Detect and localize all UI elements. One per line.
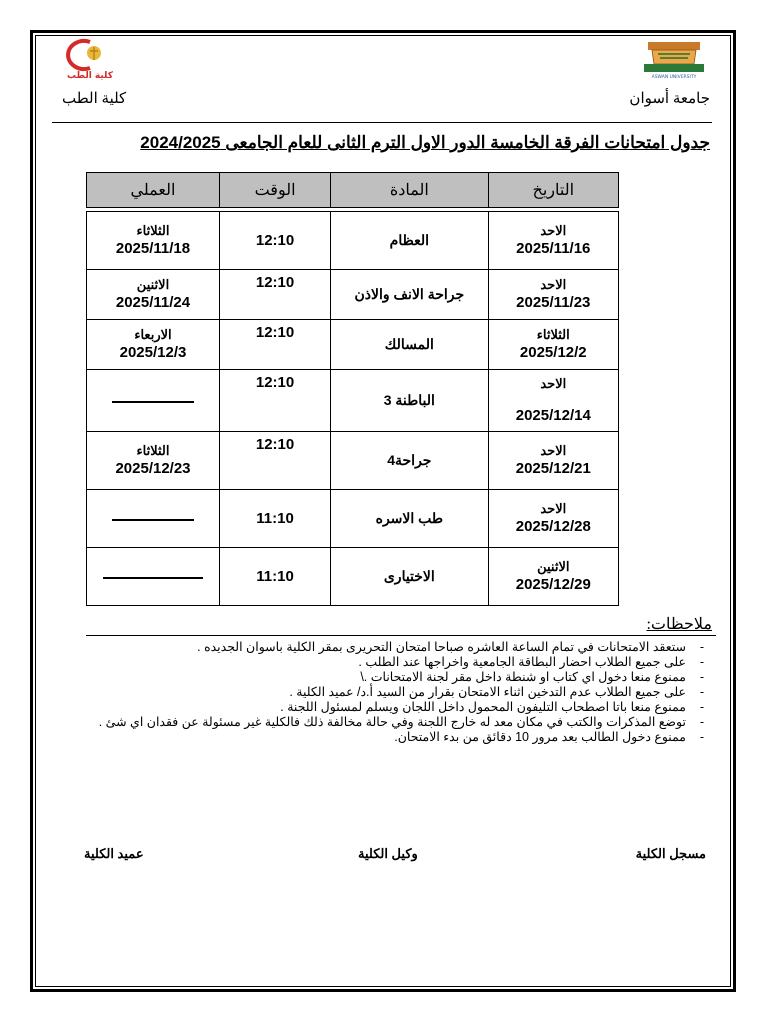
date-cell: الثلاثاء 2025/12/2 bbox=[488, 320, 618, 370]
logo-left-caption: كلية الطب bbox=[67, 71, 113, 80]
university-name: جامعة أسوان bbox=[629, 91, 710, 107]
list-item: - ممنوع دخول الطالب بعد مرور 10 دقائق من بدء الامتحان. bbox=[62, 730, 708, 745]
date-cell: الاحد 2025/12/21 bbox=[488, 432, 618, 490]
practical-cell bbox=[87, 490, 220, 548]
time-cell: 11:10 bbox=[220, 490, 331, 548]
time-cell: 11:10 bbox=[220, 548, 331, 606]
table-row bbox=[87, 320, 619, 370]
time-cell: 12:10 bbox=[220, 270, 331, 320]
empty-dash bbox=[103, 577, 203, 579]
table-row bbox=[87, 490, 619, 548]
table-row bbox=[87, 548, 619, 606]
list-item: - توضع المذكرات والكتب في مكان معد له خارج اللجنة وفي حالة مخالفة ذلك فالكلية غير مسئولة عن فقدان اي شئ . bbox=[62, 715, 708, 730]
table-header-row bbox=[87, 173, 619, 208]
practical-cell bbox=[87, 548, 220, 606]
table-row bbox=[87, 212, 619, 270]
header-divider bbox=[52, 122, 712, 123]
page-title: جدول امتحانات الفرقة الخامسة الدور الاول الترم الثانى للعام الجامعى 2024/2025 bbox=[140, 133, 710, 152]
practical-cell bbox=[87, 370, 220, 432]
header-subject: المادة bbox=[331, 173, 488, 208]
time-cell: 12:10 bbox=[220, 212, 331, 270]
subject-cell: جراحة4 bbox=[331, 432, 488, 490]
subject-cell: المسالك bbox=[331, 320, 488, 370]
list-item: - ممنوع منعا باتا اصطحاب التليفون المحمول داخل اللجان ويسلم لمسئول اللجنة . bbox=[62, 700, 708, 715]
practical-cell: الثلاثاء 2025/11/18 bbox=[87, 212, 220, 270]
list-item: - ممنوع منعا دخول اي كتاب او شنطة داخل مقر لجنة الامتحانات .\ bbox=[62, 670, 708, 685]
table-row bbox=[87, 270, 619, 320]
table-row bbox=[87, 432, 619, 490]
subject-cell: طب الاسره bbox=[331, 490, 488, 548]
date-cell: الاثنين 2025/12/29 bbox=[488, 548, 618, 606]
subject-cell: جراحة الانف والاذن bbox=[331, 270, 488, 320]
signature-registrar: مسجل الكلية bbox=[635, 846, 706, 861]
signature-vice-dean: وكيل الكلية bbox=[358, 846, 418, 861]
header-time: الوقت bbox=[220, 173, 331, 208]
practical-cell: الثلاثاء 2025/12/23 bbox=[87, 432, 220, 490]
list-item: - على جميع الطلاب عدم التدخين اثناء الامتحان بقرار من السيد أ.د/ عميد الكلية . bbox=[62, 685, 708, 700]
header-date: التاريخ bbox=[488, 173, 618, 208]
list-item: - ستعقد الامتحانات في تمام الساعة العاشره صباحا امتحان التحريرى بمقر الكلية باسوان الجديده . bbox=[62, 640, 708, 655]
list-item: - على جميع الطلاب احضار البطاقة الجامعية واخراجها عند الطلب . bbox=[62, 655, 708, 670]
notes-list bbox=[62, 640, 708, 745]
time-cell: 12:10 bbox=[220, 320, 331, 370]
date-cell: الاحد 2025/11/16 bbox=[488, 212, 618, 270]
header-practical: العملي bbox=[87, 173, 220, 208]
subject-cell: الاختيارى bbox=[331, 548, 488, 606]
time-cell: 12:10 bbox=[220, 370, 331, 432]
date-cell: الاحد 2025/12/14 bbox=[488, 370, 618, 432]
aswan-university-logo bbox=[638, 40, 710, 80]
subject-cell: الباطنة 3 bbox=[331, 370, 488, 432]
exam-schedule-table bbox=[86, 172, 619, 606]
date-cell: الاحد 2025/12/28 bbox=[488, 490, 618, 548]
time-cell: 12:10 bbox=[220, 432, 331, 490]
date-cell: الاحد 2025/11/23 bbox=[488, 270, 618, 320]
notes-divider bbox=[86, 635, 716, 636]
logo-right-caption: ASWAN UNIVERSITY bbox=[651, 75, 697, 80]
signature-dean: عميد الكلية bbox=[84, 846, 144, 861]
table-row bbox=[87, 370, 619, 432]
faculty-of-medicine-logo bbox=[60, 38, 120, 80]
subject-cell: العظام bbox=[331, 212, 488, 270]
practical-cell: الاربعاء 2025/12/3 bbox=[87, 320, 220, 370]
empty-dash bbox=[112, 519, 194, 521]
faculty-name: كلية الطب bbox=[62, 91, 127, 107]
notes-heading: ملاحظات: bbox=[646, 616, 712, 633]
practical-cell: الاثنين 2025/11/24 bbox=[87, 270, 220, 320]
empty-dash bbox=[112, 401, 194, 403]
